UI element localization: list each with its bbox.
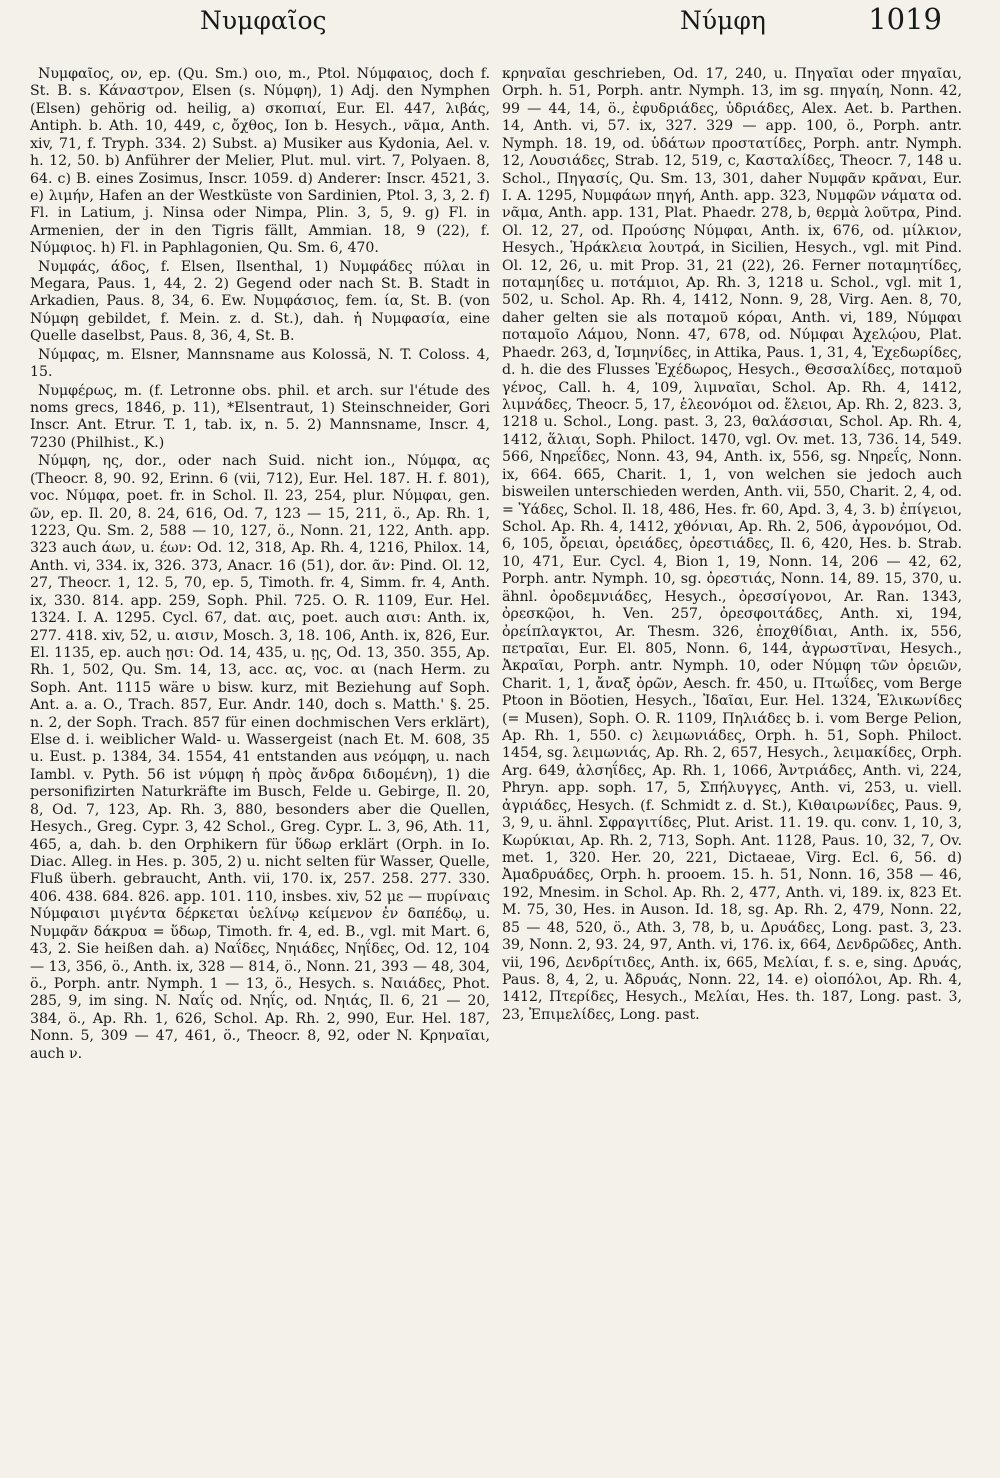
entry-nymphe: Νύμφη, ης, dor., oder nach Suid. nicht ion., Νύμφα, ας (Theocr. 8, 90. 92, Erinn. 6 (vii, 712), Eur. Hel. 187. H. f. 801), voc. Νύμφα, poet. fr. in Schol. Il. 23, 254, plur. Νύμφαι, gen. ῶν, ep. Il. 20, 8. 24, 616, Od. 7, 123 — 15, 211, ö., Ap. Rh. 1, 1223, Qu. Sm. 2, 588 — 10, 127, ö., Nonn. 21, 122, Anth. app. 323 auch άων, u. έων: Od. 12, 318, Ap. Rh. 4, 1216, Philox. 14, Anth. vi, 334. ix, 326. 373, Anacr. 16 (51), dor. ᾶν: Pind. Ol. 12, 27, Theocr. 1, 12. 5, 70, ep. 5, Timoth. fr. 4, Simm. fr. 4, Anth. ix, 330. 814. app. 259, Soph. Phil. 725. O. R. 1109, Eur. Hel. 1324. I. A. 1295. Cycl. 67, dat. αις, poet. auch αισι: Anth. ix, 277. 418. xiv, 52, u. αισιν, Mosch. 3, 18. 106, Anth. ix, 826, Eur. El. 1135, ep. auch ῃσι: Od. 14, 435, u. ῃς, Od. 13, 350. 355, Ap. Rh. 1, 502, Qu. Sm. 14, 13, acc. ας, voc. αι (nach Herm. zu Soph. Ant. 1115 wäre υ bisw. kurz, mit Beziehung auf Soph. Ant. a. a. O., Trach. 857, Eur. Andr. 140, doch s. Matth.' §. 25. n. 2, der Soph. Trach. 857 für einen dochmischen Vers erklärt), Else d. i. weiblicher Wald- u. Wassergeist (nach Et. M. 608, 35 u. Eust. p. 1384, 34. 1554, 41 entstanden aus νεόμφη, u. nach Iambl. v. Pyth. 56 ist νύμφη ἡ πρὸς ἄνδρα διδομένη), 1) die personifizirten Naturkräfte im Busch, Felde u. Gebirge, Il. 20, 8, Od. 7, 123, Ap. Rh. 3, 880, besonders aber die Quellen, Hesych., Greg. Cypr. 3, 42 Schol., Greg. Cypr. L. 3, 96, Ath. 11, 465, a, dah. b. den Orphikern für ὕδωρ erklärt (Orph. in Io. Diac. Alleg. in Hes. p. 305, 2) u. nicht selten für Wasser, Quelle, Fluß überh. gebraucht, Anth. vii, 170. ix, 257. 258. 277. 330. 406. 438. 684. 826. app. 101. 110, insbes. xiv, 52 με — πυρίναις Νύμφαισι μιγέντα δέρκεται ὑελίνῳ κείμενον ἐν δαπέδῳ, u. Νυμφᾶν δάκρυα = ὕδωρ, Timoth. fr. 4, ed. B., vgl. mit Mart. 6, 43, 2. Sie heißen dah. a) Ναΐδες, Νηιάδες, Νηΐδες, Od. 12, 104 — 13, 356, ö., Anth. ix, 328 — 814, ö., Nonn. 21, 393 — 48, 304, ö., Porph. antr. Nymph. 1 — 13, ö., Hesych. s. Ναιάδες, Phot. 285, 9, im sing. N. Ναΐς od. Νηΐς, od. Νηιάς, Il. 6, 21 — 20, 384, ö., Ap. Rh. 1, 626, Schol. Ap. Rh. 2, 990, Eur. Hel. 187, Nonn. 5, 309 — 47, 461, ö., Theocr. 8, 92, oder N. Κρηναῖαι, auch ν. (30, 453, 490, 1062)
entry-nympheros: Νυμφέρως, m. (f. Letronne obs. phil. et arch. sur l'étude des noms grecs, 1846, p. 11), *Elsentraut, 1) Steinschneider, Gori Inscr. Ant. Etrur. T. 1, tab. ix, n. 5. 2) Mannsname, Inscr. 4, 7230 (Philhist., K.) (30, 382, 490, 451)
entry-nymphe-continued: κρηναῖαι geschrieben, Od. 17, 240, u. Πηγαῖαι oder πηγαῖαι, Orph. h. 51, Porph. antr. Nymph. 13, im sg. πηγαίη, Nonn. 42, 99 — 44, 14, ö., ἐφυδριάδες, ὑδριάδες, Alex. Aet. b. Parthen. 14, Anth. vi, 57. ix, 327. 329 — app. 100, ö., Porph. antr. Nymph. 18. 19, od. ὑδάτων προστατίδες, Porph. antr. Nymph. 12, Λουσιάδες, Strab. 12, 519, c, Κασταλίδες, Theocr. 7, 148 u. Schol., Πηγασίς, Qu. Sm. 13, 301, daher Νυμφᾶν κρᾶναι, Eur. I. A. 1295, Νυμφάων πηγή, Anth. app. 323, Νυμφῶν νάματα od. νᾶμα, Anth. app. 131, Plat. Phaedr. 278, b, θερμὰ λοῦτρα, Pind. Ol. 12, 27, od. Προύσης Νύμφαι, Anth. ix, 676, od. μίλκιον, Hesych., Ἡράκλεια λουτρά, in Sicilien, Hesych., vgl. mit Pind. Ol. 12, 26, u. mit Prop. 31, 21 (22), 26. Ferner ποταμητίδες, ποταμηίδες u. ποτάμιοι, Ap. Rh. 3, 1218 u. Schol., vgl. mit 1, 502, u. Schol. Ap. Rh. 4, 1412, Nonn. 9, 28, Virg. Aen. 8, 70, daher gelten sie als ποταμοῦ κόραι, Anth. vi, 189, Νύμφαι ποταμοῖο Λάμου, Nonn. 47, 678, od. Νύμφαι Ἀχελῴου, Plat. Phaedr. 263, d, Ἰσμηνίδες, in Attika, Paus. 1, 31, 4, Ἐχεδωρίδες, d. h. die des Flusses Ἐχέδωρος, Hesych., Θεσσαλίδες, ποταμοῦ γένος, Call. h. 4, 109, λιμναῖαι, Schol. Ap. Rh. 4, 1412, λιμνάδες, Theocr. 5, 17, ἑλεονόμοι od. ἕλειοι, Ap. Rh. 2, 823. 3, 1218 u. Schol., Long. past. 3, 23, θαλάσσιαι, Schol. Ap. Rh. 4, 1412, ἅλιαι, Soph. Philoct. 1470, vgl. Ov. met. 13, 736. 14, 549. 566, Νηρεΐδες, Nonn. 43, 94, Anth. ix, 556, sg. Νηρεΐς, Nonn. ix, 664. 665, Charit. 1, 1, von welchen sie jedoch auch bisweilen unterschieden werden, Anth. vii, 550, Charit. 2, 4, od. = Ὑάδες, Schol. Il. 18, 486, Hes. fr. 60, Apd. 3, 4, 3. b) ἐπίγειοι, Schol. Ap. Rh. 4, 1412, χθόνιαι, Ap. Rh. 2, 506, ἀγρονόμοι, Od. 6, 105, ὄρειαι, ὀρειάδες, ὀρεστιάδες, Il. 6, 420, Hes. b. Strab. 10, 471, Eur. Cycl. 4, Bion 1, 19, Nonn. 14, 206 — 42, 62, Porph. antr. Nymph. 10, sg. ὀρεστιάς, Nonn. 14, 89. 15, 370, u. ähnl. ὀροδεμνιάδες, Hesych., ὀρεσσίγονοι, Ar. Ran. 1343, ὀρεσκῷοι, h. Ven. 257, ὀρεσφοιτάδες, Anth. xi, 194, ὀρείπλαγκτοι, Ar. Thesm. 326, ἐποχθίδιαι, Anth. ix, 556, πετραῖαι, Eur. El. 805, Nonn. 6, 144, ἀγρωστῖναι, Hesych., Ἀκραῖαι, Porph. antr. Nymph. 10, oder Νύμφη τῶν ὀρειῶν, Charit. 1, 1, ἄναξ ὀρῶν, Aesch. fr. 450, u. Πτωΐδες, vom Berge Ptoon in Böotien, Hesych., Ἰδαῖαι, Eur. Hel. 1324, Ἑλικωνίδες (= Musen), Soph. O. R. 1109, Πηλιάδες b. i. vom Berge Pelion, Ap. Rh. 1, 550. c) λειμωνιάδες, Orph. h. 51, Soph. Philoct. 1454, sg. λειμωνιάς, Ap. Rh. 2, 657, Hesych., λειμακίδες, Orph. Arg. 649, ἀλσηΐδες, Ap. Rh. 1, 1066, Ἀντριάδες, Anth. vi, 224, Phryn. app. soph. 17, 5, Σπήλυγγες, Anth. vi, 253, u. viell. ἀγριάδες, Hesych. (f. Schmidt z. d. St.), Κιθαιρωνίδες, Paus. 9, 3, 9, u. ähnl. Σφραγιτίδες, Plut. Arist. 11. 19. qu. conv. 1, 10, 3, Κωρύκιαι, Ap. Rh. 2, 713, Soph. Ant. 1128, Paus. 10, 32, 7, Ov. met. 1, 320. Her. 20, 221, Dictaeae, Virg. Ecl. 6, 56. d) Ἀμαδρυάδες, Orph. h. prooem. 15. h. 51, Nonn. 16, 358 — 46, 192, Mnesim. in Schol. Ap. Rh. 2, 477, Anth. vi, 189. ix, 823 Et. M. 75, 30, Hes. in Auson. Id. 18, sg. Ap. Rh. 2, 479, Nonn. 22, 85 — 48, 520, ö., Ath. 3, 78, b, u. Δρυάδες, Long. past. 3, 23. 39, Nonn. 2, 93. 24, 97, Anth. vi, 176. ix, 664, Δενδρῶδες, Anth. vii, 196, Δενδρίτιδες, Anth. ix, 665, Μελίαι, f. s. e, sing. Δρυάς, Paus. 8, 4, 2, u. Ἀδρυάς, Nonn. 22, 14. e) οἰοπόλοι, Ap. Rh. 4, 1412, Πτερίδες, Hesych., Μελίαι, Hes. th. 187, Long. past. 3, 23, Ἐπιμελίδες, Long. past. (502, 66, 962, 1023)
running-head-center: Νύμφη (680, 6, 766, 35)
entry-nymphas-ados: Νυμφάς, άδος, f. Elsen, Ilsenthal, 1) Νυμφάδες πύλαι in Megara, Paus. 1, 44, 2. 2) Gegend oder nach St. B. Stadt in Arkadien, Paus. 8, 34, 6. Ew. Νυμφάσιος, fem. ία, St. B. (von Νύμφη gebildet, f. Mein. z. d. St.), dah. ἡ Νυμφασία, eine Quelle daselbst, Paus. 8, 36, 4, St. B. (30, 258, 491, 345)
page-number: 1019 (868, 2, 942, 36)
left-column (30, 66, 490, 1063)
entry-nymphas: Νύμφας, m. Elsner, Mannsname aus Kolossä, N. T. Coloss. 4, 15. (30, 346, 490, 381)
entry-nymphaios: Νυμφαῖος, ον, ep. (Qu. Sm.) οιο, m., Ptol. Νύμφαιος, doch f. St. B. s. Κάναστρον, Elsen (s. Νύμφη), 1) Adj. den Nymphen (Elsen) gehörig od. heilig, a) σκοπιαί, Eur. El. 447, λιβάς, Antiph. b. Ath. 10, 449, c, ὄχθος, Ion b. Hesych., νᾶμα, Anth. xiv, 71, f. Tryph. 334. 2) Subst. a) Musiker aus Kydonia, Ael. v. h. 12, 50. b) Anführer der Melier, Plut. mul. virt. 7, Polyaen. 8, 64. c) B. eines Zosimus, Inscr. 1059. d) Anderer: Inscr. 4521, 3. e) λιμήν, Hafen an der Westküste von Sardinien, Ptol. 3, 3, 2. f) Fl. in Latium, j. Ninsa oder Nimpa, Plin. 3, 5, 9. g) Fl. in Armenien, der in den Tigris fällt, Ammian. 18, 9 (22), f. Νύμφιος. h) Fl. in Paphlagonien, Qu. Sm. 6, 470. (30, 66, 490, 257)
running-head-left: Νυμφαῖος (200, 6, 327, 35)
right-column (502, 66, 962, 1024)
